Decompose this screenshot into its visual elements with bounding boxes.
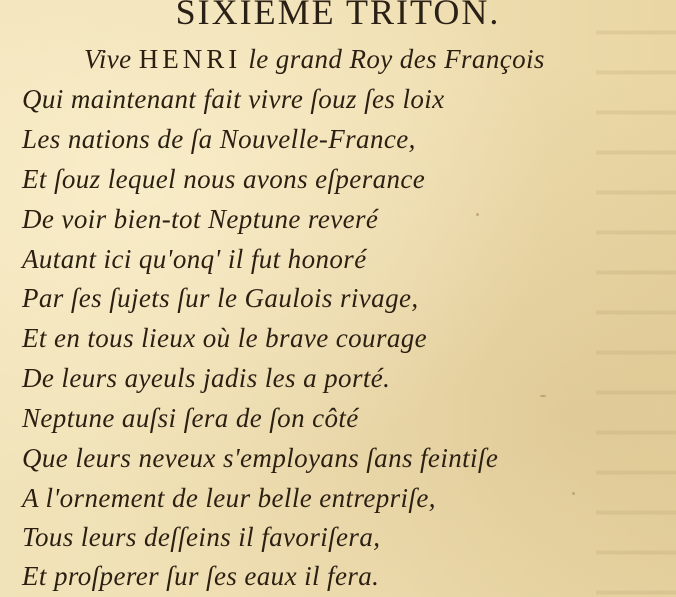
verse-line-9: De leurs ayeuls jadis les a porté. <box>22 363 391 393</box>
king-name: HENRI <box>138 44 242 74</box>
verse-line-6: Autant ici qu'onq' il fut honoré <box>22 244 367 274</box>
ink-speck <box>540 395 546 397</box>
verse-line-12: A l'ornement de leur belle entrepriſe, <box>22 483 436 513</box>
verse-line-4: Et ſouz lequel nous avons eſperance <box>22 164 426 194</box>
verse-line-2: Qui maintenant fait vivre ſouz ſes loix <box>22 84 445 114</box>
verse-line-1-rest: le grand Roy des François <box>241 44 545 74</box>
ink-speck <box>476 213 479 216</box>
verse-line-10: Neptune auſsi ſera de ſon côté <box>22 403 359 433</box>
verse-line-11: Que leurs neveux s'employans ſans feintiſe <box>22 443 499 473</box>
verse-line-1 <box>84 44 545 74</box>
verse-line-14: Et proſperer ſur ſes eaux il fera. <box>22 561 380 591</box>
verse-line-8: Et en tous lieux où le brave courage <box>22 323 428 353</box>
verse-line-7: Par ſes ſujets ſur le Gaulois rivage, <box>22 283 419 313</box>
verse-line-13: Tous leurs deſſeins il favoriſera, <box>22 522 381 552</box>
verse-line-1-lead: Vive <box>84 44 139 74</box>
ink-speck <box>572 492 575 495</box>
section-heading: SIXIEME TRITON. <box>175 0 501 32</box>
verse-line-3: Les nations de ſa Nouvelle-France, <box>22 124 416 154</box>
paper-bleed-through <box>596 0 676 597</box>
verse-line-5: De voir bien-tot Neptune reveré <box>22 204 379 234</box>
